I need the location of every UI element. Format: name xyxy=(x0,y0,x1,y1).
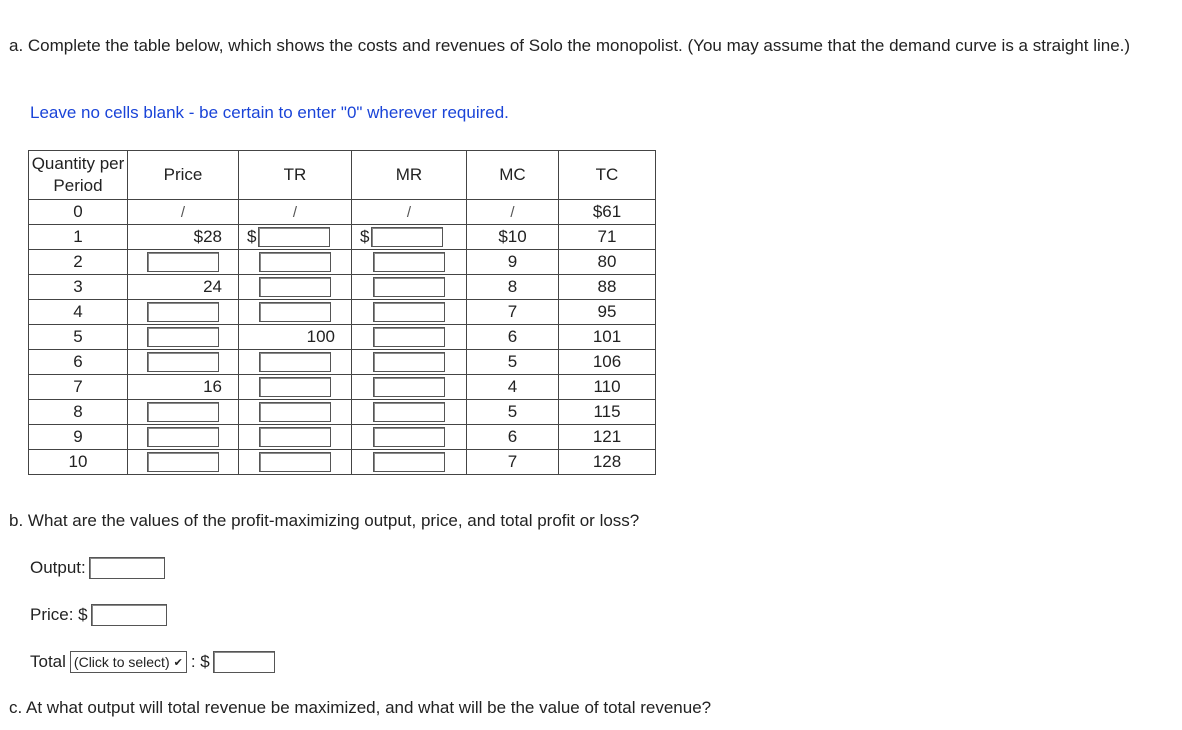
mc-cell xyxy=(467,375,559,400)
mr-cell-input[interactable] xyxy=(373,402,445,422)
quantity-cell-value: 10 xyxy=(68,452,88,471)
price-cell-input[interactable] xyxy=(147,352,219,372)
quantity-cell-value: 3 xyxy=(73,277,83,296)
tc-cell-value: 88 xyxy=(597,277,617,296)
mr-cell xyxy=(352,300,467,325)
quantity-cell xyxy=(29,450,128,475)
quantity-cell xyxy=(29,375,128,400)
mr-cell xyxy=(352,350,467,375)
table-row xyxy=(29,450,656,475)
price-cell xyxy=(128,200,239,225)
price-cell xyxy=(128,300,239,325)
quantity-cell-value: 0 xyxy=(73,202,83,221)
price-label: Price: $ xyxy=(30,605,88,624)
tc-cell xyxy=(559,400,656,425)
table-row xyxy=(29,250,656,275)
tr-cell xyxy=(239,400,352,425)
tc-cell-value: $61 xyxy=(592,202,622,221)
output-label: Output: xyxy=(30,558,86,577)
tr-cell xyxy=(239,350,352,375)
mc-cell xyxy=(467,200,559,225)
price-cell-input[interactable] xyxy=(147,252,219,272)
quantity-cell xyxy=(29,325,128,350)
price-row xyxy=(30,604,167,626)
mr-cell-input[interactable] xyxy=(373,277,445,297)
price-cell xyxy=(128,275,239,300)
tr-cell-input[interactable] xyxy=(259,352,331,372)
tc-cell xyxy=(559,300,656,325)
tc-cell xyxy=(559,350,656,375)
price-cell xyxy=(128,425,239,450)
tr-cell xyxy=(239,425,352,450)
tr-cell xyxy=(239,325,352,350)
mc-cell-value: $10 xyxy=(498,227,527,246)
tc-cell-value: 121 xyxy=(592,427,622,446)
price-cell-input[interactable] xyxy=(147,452,219,472)
tr-cell-value: 100 xyxy=(306,327,335,346)
mc-cell-value: 7 xyxy=(507,452,518,471)
table-row xyxy=(29,350,656,375)
price-cell-value: $28 xyxy=(193,227,222,246)
mr-cell-input[interactable] xyxy=(373,252,445,272)
mr-cell-value: / xyxy=(406,204,412,221)
price-cell xyxy=(128,375,239,400)
mr-cell xyxy=(352,275,467,300)
quantity-cell xyxy=(29,200,128,225)
price-cell-input[interactable] xyxy=(147,302,219,322)
price-cell-input[interactable] xyxy=(147,327,219,347)
mr-cell-input[interactable] xyxy=(371,227,443,247)
mr-cell-input[interactable] xyxy=(373,452,445,472)
quantity-cell xyxy=(29,400,128,425)
price-cell-value: / xyxy=(180,204,186,221)
tc-cell xyxy=(559,325,656,350)
tc-cell-value: 101 xyxy=(592,327,622,346)
header-price: Price xyxy=(128,151,239,200)
price-cell-value: 24 xyxy=(203,277,222,296)
tc-cell-value: 115 xyxy=(593,402,621,421)
table-row xyxy=(29,225,656,250)
total-input[interactable] xyxy=(213,651,275,673)
tc-cell-value: 80 xyxy=(597,252,617,271)
table-row xyxy=(29,400,656,425)
mr-cell xyxy=(352,225,467,250)
mr-cell-input[interactable] xyxy=(373,327,445,347)
mr-cell-input[interactable] xyxy=(373,427,445,447)
mc-cell-value: 4 xyxy=(507,377,518,396)
quantity-cell-value: 5 xyxy=(73,327,83,346)
tr-cell-input[interactable] xyxy=(259,377,331,397)
total-row xyxy=(30,651,275,673)
tr-cell-value: / xyxy=(292,204,298,221)
tr-cell-input[interactable] xyxy=(259,277,331,297)
tc-cell-value: 106 xyxy=(592,352,622,371)
mc-cell xyxy=(467,400,559,425)
price-cell xyxy=(128,450,239,475)
quantity-cell-value: 1 xyxy=(73,227,83,246)
tc-cell-value: 128 xyxy=(592,452,622,471)
mc-cell-value: 6 xyxy=(507,427,518,446)
header-tc: TC xyxy=(559,151,656,200)
tr-cell xyxy=(239,450,352,475)
tr-cell xyxy=(239,375,352,400)
table-header-row xyxy=(29,151,656,200)
mc-cell xyxy=(467,350,559,375)
mr-cell xyxy=(352,200,467,225)
mr-cell xyxy=(352,425,467,450)
tr-cell-input[interactable] xyxy=(259,402,331,422)
mc-cell-value: 6 xyxy=(507,327,518,346)
mc-cell xyxy=(467,325,559,350)
mc-cell-value: 5 xyxy=(507,402,518,421)
header-tr: TR xyxy=(239,151,352,200)
output-row xyxy=(30,557,165,579)
price-cell xyxy=(128,350,239,375)
dollar-sign: $ xyxy=(247,227,257,246)
quantity-cell-value: 9 xyxy=(73,427,83,446)
quantity-cell xyxy=(29,225,128,250)
tr-cell-input[interactable] xyxy=(259,427,331,447)
table-row xyxy=(29,325,656,350)
mr-cell-input[interactable] xyxy=(373,352,445,372)
tr-cell xyxy=(239,225,352,250)
tc-cell xyxy=(559,200,656,225)
mr-cell xyxy=(352,450,467,475)
mc-cell-value: 8 xyxy=(507,277,518,296)
total-colon-dollar: : $ xyxy=(190,652,210,671)
profit-loss-select-value: (Click to select) xyxy=(73,654,170,670)
header-quantity: Quantity per Period xyxy=(29,151,128,200)
tr-cell-input[interactable] xyxy=(259,252,331,272)
mc-cell-value: 7 xyxy=(507,302,518,321)
tr-cell-input[interactable] xyxy=(259,452,331,472)
tr-cell xyxy=(239,250,352,275)
quantity-cell-value: 4 xyxy=(73,302,83,321)
price-cell xyxy=(128,325,239,350)
table-row xyxy=(29,200,656,225)
mr-cell xyxy=(352,250,467,275)
profit-loss-select[interactable] xyxy=(70,651,187,673)
question-b: b. What are the values of the profit-maximizing output, price, and total profit or loss? xyxy=(9,511,640,530)
mc-cell xyxy=(467,225,559,250)
tc-cell xyxy=(559,250,656,275)
price-cell-value: 16 xyxy=(203,377,222,396)
mc-cell xyxy=(467,275,559,300)
instruction-note: Leave no cells blank - be certain to enter "0" wherever required. xyxy=(30,103,509,122)
quantity-cell xyxy=(29,425,128,450)
question-c: c. At what output will total revenue be maximized, and what will be the value of total revenue? xyxy=(9,698,712,717)
tr-cell-input[interactable] xyxy=(258,227,330,247)
table-row xyxy=(29,275,656,300)
quantity-cell xyxy=(29,250,128,275)
table-row xyxy=(29,300,656,325)
tr-cell xyxy=(239,300,352,325)
table-row xyxy=(29,425,656,450)
tc-cell xyxy=(559,450,656,475)
price-input[interactable] xyxy=(91,604,167,626)
tr-cell xyxy=(239,200,352,225)
tc-cell xyxy=(559,275,656,300)
quantity-cell-value: 6 xyxy=(73,352,83,371)
cost-revenue-table xyxy=(28,150,656,475)
mc-cell-value: 9 xyxy=(507,252,518,271)
output-input[interactable] xyxy=(89,557,165,579)
quantity-cell xyxy=(29,300,128,325)
quantity-cell-value: 7 xyxy=(73,377,83,396)
chevron-down-icon: ✔︎ xyxy=(173,656,183,669)
mr-cell xyxy=(352,325,467,350)
mr-cell-input[interactable] xyxy=(373,377,445,397)
tc-cell xyxy=(559,375,656,400)
question-a: a. Complete the table below, which shows the costs and revenues of Solo the monopolist. (You may assume that the demand curve is a straight line.) xyxy=(9,36,1131,55)
mc-cell xyxy=(467,425,559,450)
price-cell-input[interactable] xyxy=(147,402,219,422)
tc-cell-value: 71 xyxy=(597,227,617,246)
dollar-sign: $ xyxy=(360,227,370,246)
price-cell xyxy=(128,225,239,250)
table-row xyxy=(29,375,656,400)
total-label: Total xyxy=(30,652,66,671)
mc-cell-value: 5 xyxy=(507,352,518,371)
price-cell xyxy=(128,400,239,425)
mr-cell xyxy=(352,400,467,425)
quantity-cell xyxy=(29,350,128,375)
tc-cell xyxy=(559,225,656,250)
mr-cell xyxy=(352,375,467,400)
tr-cell-input[interactable] xyxy=(259,302,331,322)
tc-cell-value: 95 xyxy=(597,302,617,321)
price-cell-input[interactable] xyxy=(147,427,219,447)
header-mr: MR xyxy=(352,151,467,200)
tc-cell-value: 110 xyxy=(593,377,621,396)
mc-cell-value: / xyxy=(510,204,515,221)
price-cell xyxy=(128,250,239,275)
quantity-cell-value: 8 xyxy=(73,402,83,421)
mc-cell xyxy=(467,250,559,275)
header-mc: MC xyxy=(467,151,559,200)
mc-cell xyxy=(467,300,559,325)
mc-cell xyxy=(467,450,559,475)
tc-cell xyxy=(559,425,656,450)
quantity-cell xyxy=(29,275,128,300)
tr-cell xyxy=(239,275,352,300)
mr-cell-input[interactable] xyxy=(373,302,445,322)
quantity-cell-value: 2 xyxy=(73,252,83,271)
